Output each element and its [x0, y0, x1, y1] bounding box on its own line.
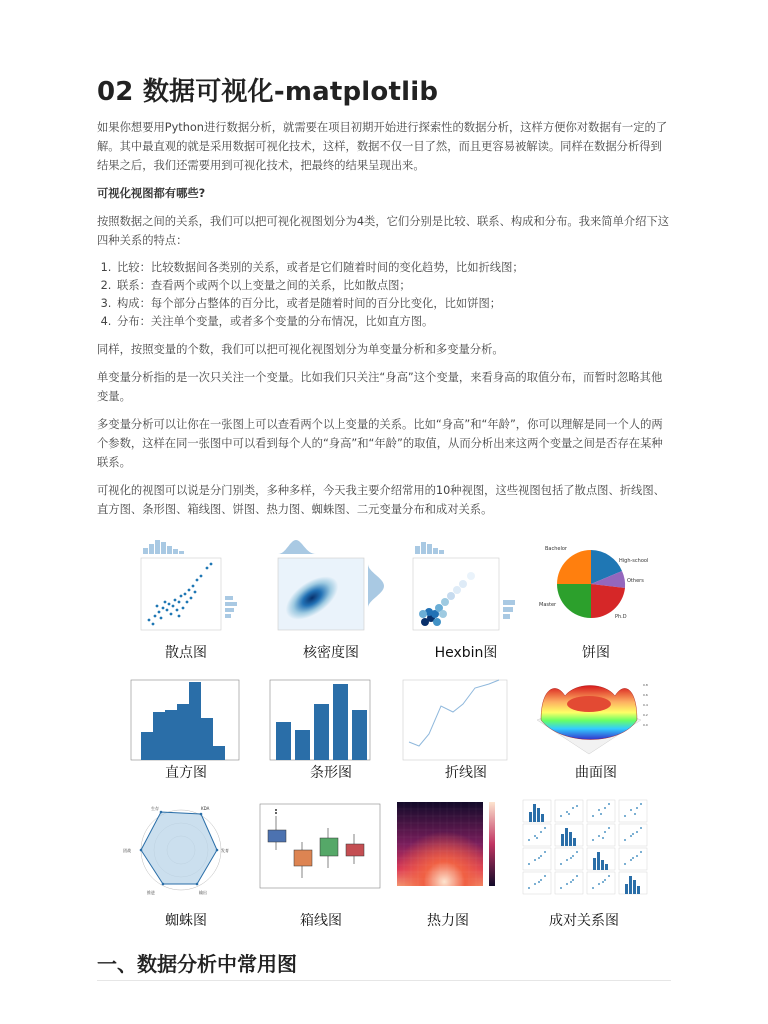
variables-paragraph: 同样，按照变量的个数，我们可以把可视化视图划分为单变量分析和多变量分析。	[97, 343, 504, 356]
radar-label: 生存	[151, 806, 159, 811]
section-heading: 一、数据分析中常用图	[97, 952, 297, 976]
radar-figure	[121, 798, 251, 929]
boxplot-figure	[256, 798, 386, 929]
hexbin-thumbnail	[401, 536, 531, 636]
univariate-paragraph: 单变量分析指的是一次只关注一个变量。比如我们只关注“身高”这个变量，来看身高的取值分布，而暂时忽略其他变量。	[97, 371, 663, 403]
section-divider	[97, 980, 671, 981]
pie-caption: 饼图	[582, 645, 610, 661]
heatmap-thumbnail	[383, 798, 513, 898]
article	[97, 74, 671, 528]
scatter-figure	[121, 536, 251, 661]
hexbin-caption: Hexbin图	[434, 645, 498, 661]
svg-text:0.2: 0.2	[643, 713, 648, 717]
multivariate-paragraph: 多变量分析可以让你在一张图上可以查看两个以上变量的关系。比如“身高”和“年龄”，你可以理解是同一个人的两个参数，这样在同一张图中可以看到每个人的“身高”和“年龄”的取值，从而分析出来这两个变量之间是否存在某种联系。	[97, 418, 663, 469]
pairplot-caption: 成对关系图	[549, 913, 619, 929]
radar-label: 输出	[199, 890, 207, 895]
svg-text:0.0: 0.0	[643, 723, 648, 727]
scatter-thumbnail	[121, 536, 251, 636]
hexbin-figure	[401, 536, 531, 661]
pie-thumbnail	[531, 536, 661, 636]
list-item: 3. 构成：每个部分占整体的百分比，或者是随着时间的百分比变化，比如饼图；	[115, 295, 671, 313]
histogram-thumbnail	[121, 676, 251, 776]
surface-figure	[531, 676, 661, 781]
categories-paragraph: 按照数据之间的关系，我们可以把可视化视图划分为4类，它们分别是比较、联系、构成和分布。我来简单介绍下这四种关系的特点：	[97, 215, 670, 247]
pie-label: Others	[627, 578, 644, 584]
bar-figure	[266, 676, 396, 781]
svg-text:0.6: 0.6	[643, 693, 648, 697]
line-figure	[401, 676, 531, 781]
pie-label: Ph.D	[615, 614, 627, 620]
list-item: 4. 分布：关注单个变量，或者多个变量的分布情况，比如直方图。	[115, 313, 671, 331]
pairplot-thumbnail	[519, 798, 649, 898]
pairplot-figure	[519, 798, 649, 929]
boxplot-caption: 箱线图	[300, 913, 342, 929]
pie-figure	[531, 536, 661, 661]
line-thumbnail	[401, 676, 531, 776]
list-item: 1. 比较：比较数据间各类别的关系，或者是它们随着时间的变化趋势，比如折线图；	[115, 259, 671, 277]
svg-text:0.8: 0.8	[643, 683, 648, 687]
page-title: 02 数据可视化-matplotlib	[97, 77, 439, 107]
surface-caption: 曲面图	[575, 765, 617, 781]
subheading: 可视化视图都有哪些?	[97, 187, 206, 200]
radar-label: 团战	[123, 848, 131, 853]
svg-text:0.4: 0.4	[643, 703, 648, 707]
line-caption: 折线图	[445, 765, 487, 781]
pie-label: Master	[539, 602, 557, 608]
heatmap-caption: 热力图	[427, 913, 469, 929]
radar-label: KDA	[201, 806, 210, 811]
boxplot-thumbnail	[256, 798, 386, 898]
radar-thumbnail	[121, 798, 251, 898]
kde-thumbnail	[266, 536, 396, 636]
list-item: 2. 联系：查看两个或两个以上变量之间的关系，比如散点图；	[115, 277, 671, 295]
bar-thumbnail	[266, 676, 396, 776]
heatmap-figure	[383, 798, 513, 929]
chart-gallery	[121, 536, 681, 936]
pie-label: Bachelor	[545, 546, 567, 552]
pie-label: High-school	[619, 558, 649, 564]
surface-thumbnail	[531, 676, 661, 776]
bar-caption: 条形图	[310, 765, 352, 781]
kde-figure	[266, 536, 396, 661]
intro-paragraph: 如果你想要用Python进行数据分析，就需要在项目初期开始进行探索性的数据分析，这样方便你对数据有一定的了解。其中最直观的就是采用数据可视化技术，这样，数据不仅一目了然，而且更容易被解读。同样在数据分析得到结果之后，我们还需要用到可视化技术，把最终的结果呈现出来。	[97, 121, 668, 172]
radar-label: 推进	[147, 890, 155, 895]
scatter-caption: 散点图	[165, 645, 207, 661]
radar-label: 发育	[221, 848, 229, 853]
kde-caption: 核密度图	[303, 645, 359, 661]
histogram-figure	[121, 676, 251, 781]
radar-caption: 蜘蛛图	[165, 913, 207, 929]
histogram-caption: 直方图	[165, 765, 207, 781]
views-paragraph: 可视化的视图可以说是分门别类，多种多样，今天我主要介绍常用的10种视图，这些视图包括了散点图、折线图、直方图、条形图、箱线图、饼图、热力图、蜘蛛图、二元变量分布和成对关系。	[97, 484, 665, 516]
relation-list	[115, 259, 671, 331]
